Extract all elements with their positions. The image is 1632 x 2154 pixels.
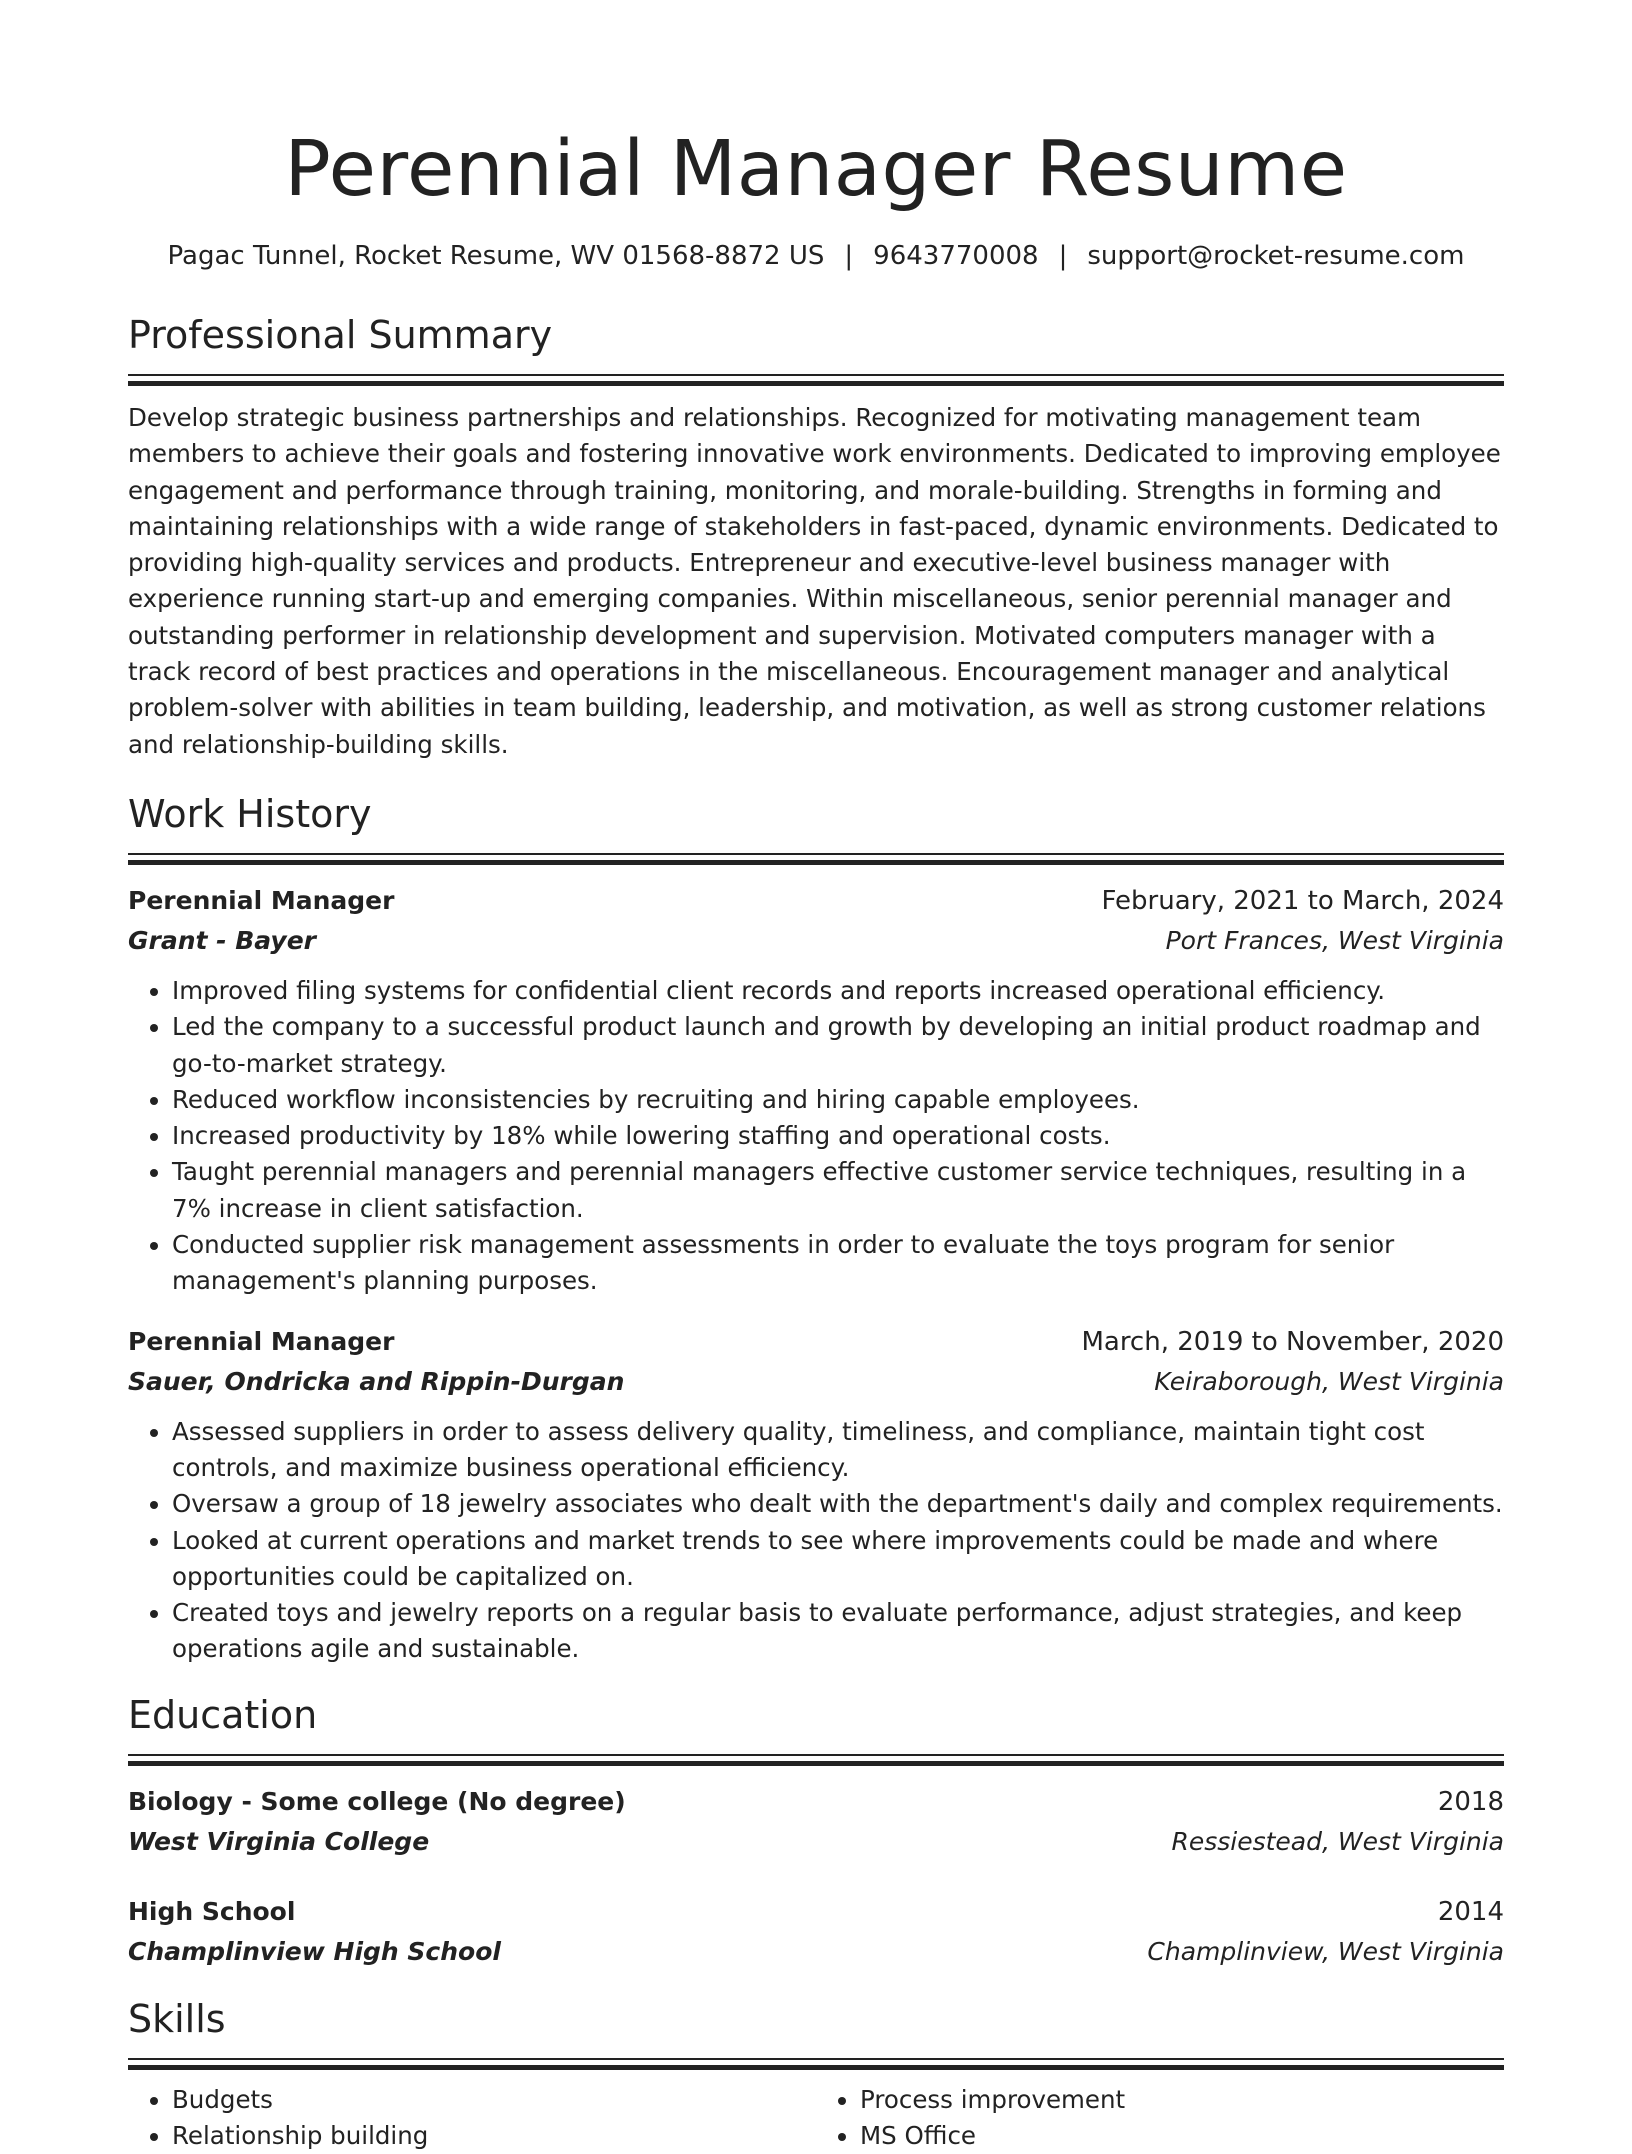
education-entry: [128, 1782, 1504, 1862]
list-item: • Led the company to a successful product launch and growth by developing an initial product roadmap and go-to-market strategy.: [172, 1009, 1504, 1082]
education-location: Ressiestead, West Virginia: [1171, 1826, 1504, 1856]
list-item: • Oversaw a group of 18 jewelry associates who dealt with the department's daily and complex requirements.: [172, 1486, 1504, 1522]
contact-line: [128, 238, 1504, 274]
work-section: [128, 789, 1504, 1668]
education-school: West Virginia College: [128, 1826, 430, 1856]
resume-title: Perennial Manager Resume: [284, 125, 1348, 214]
skills-section: [128, 1994, 1504, 2154]
job-location: Keiraborough, West Virginia: [1154, 1366, 1504, 1396]
list-item: • Assessed suppliers in order to assess delivery quality, timeliness, and compliance, maintain tight cost controls, and maximize business operational efficiency.: [172, 1414, 1504, 1487]
list-item: • Increased productivity by 18% while lowering staffing and operational costs.: [172, 1118, 1504, 1154]
list-item: • Improved filing systems for confidential client records and reports increased operational efficiency.: [172, 973, 1504, 1009]
job-title: Perennial Manager: [128, 1326, 395, 1356]
list-item: • Reduced workflow inconsistencies by recruiting and hiring capable employees.: [172, 1082, 1504, 1118]
job-location: Port Frances, West Virginia: [1165, 925, 1504, 955]
job-company: Grant - Bayer: [128, 925, 316, 955]
section-divider: [128, 853, 1504, 865]
section-heading-skills: Skills: [128, 1996, 226, 2041]
job-dates: March, 2019 to November, 2020: [1081, 1326, 1504, 1357]
contact-separator: |: [844, 241, 854, 271]
contact-phone: 9643770008: [873, 241, 1039, 271]
job-entry: [128, 881, 1504, 1300]
skill-item: • Budgets: [172, 2082, 816, 2118]
list-item: • Created toys and jewelry reports on a regular basis to evaluate performance, adjust strategies, and keep operations agile and sustainable.: [172, 1595, 1504, 1668]
education-degree: Biology - Some college (No degree): [128, 1786, 626, 1816]
list-item: • Conducted supplier risk management assessments in order to evaluate the toys program for senior management's planning purposes.: [172, 1227, 1504, 1300]
section-divider: [128, 374, 1504, 386]
job-company: Sauer, Ondricka and Rippin-Durgan: [128, 1366, 625, 1396]
job-title: Perennial Manager: [128, 885, 395, 915]
skill-item: • Relationship building: [172, 2118, 816, 2154]
job-bullets: [128, 973, 1504, 1300]
section-heading-summary: Professional Summary: [128, 313, 553, 357]
contact-address: Pagac Tunnel, Rocket Resume, WV 01568-8872 US: [167, 241, 825, 271]
job-bullets: [128, 1414, 1504, 1668]
section-divider: [128, 2058, 1504, 2070]
skill-item: • MS Office: [860, 2118, 1504, 2154]
skills-column-left: [128, 2082, 816, 2154]
education-location: Champlinview, West Virginia: [1147, 1936, 1504, 1966]
education-entry: [128, 1892, 1504, 1972]
skills-column-right: [816, 2082, 1504, 2154]
summary-section: [128, 310, 1504, 763]
education-year: 2014: [1437, 1896, 1504, 1927]
contact-separator: |: [1058, 241, 1068, 271]
section-heading-education: Education: [128, 1692, 318, 1737]
section-heading-work: Work History: [128, 791, 372, 836]
education-year: 2018: [1437, 1786, 1504, 1817]
resume-page: [128, 0, 1504, 2154]
list-item: • Taught perennial managers and perennial managers effective customer service techniques, resulting in a 7% increase in client satisfaction.: [172, 1154, 1504, 1227]
skill-item: • Process improvement: [860, 2082, 1504, 2118]
contact-email: support@rocket-resume.com: [1087, 241, 1465, 271]
job-dates: February, 2021 to March, 2024: [1101, 885, 1504, 916]
summary-text: Develop strategic business partnerships and relationships. Recognized for motivating management team members to achieve their goals and fostering innovative work environments. Dedicated to improving employee engagement and performance through training, monitoring, and morale-building. Strengths in forming and maintaining relationships with a wide range of stakeholders in fast-paced, dynamic environments. Dedicated to providing high-quality services and products. Entrepreneur and executive-level business manager with experience running start-up and emerging companies. Within miscellaneous, senior perennial manager and outstanding performer in relationship development and supervision. Motivated computers manager with a track record of best practices and operations in the miscellaneous. Encouragement manager and analytical problem-solver with abilities in team building, leadership, and motivation, as well as strong customer relations and relationship-building skills.: [128, 403, 1501, 759]
education-degree: High School: [128, 1896, 296, 1926]
section-divider: [128, 1754, 1504, 1766]
job-entry: [128, 1322, 1504, 1668]
education-school: Champlinview High School: [128, 1936, 501, 1966]
education-section: [128, 1690, 1504, 1972]
list-item: • Looked at current operations and market trends to see where improvements could be made and where opportunities could be capitalized on.: [172, 1523, 1504, 1596]
